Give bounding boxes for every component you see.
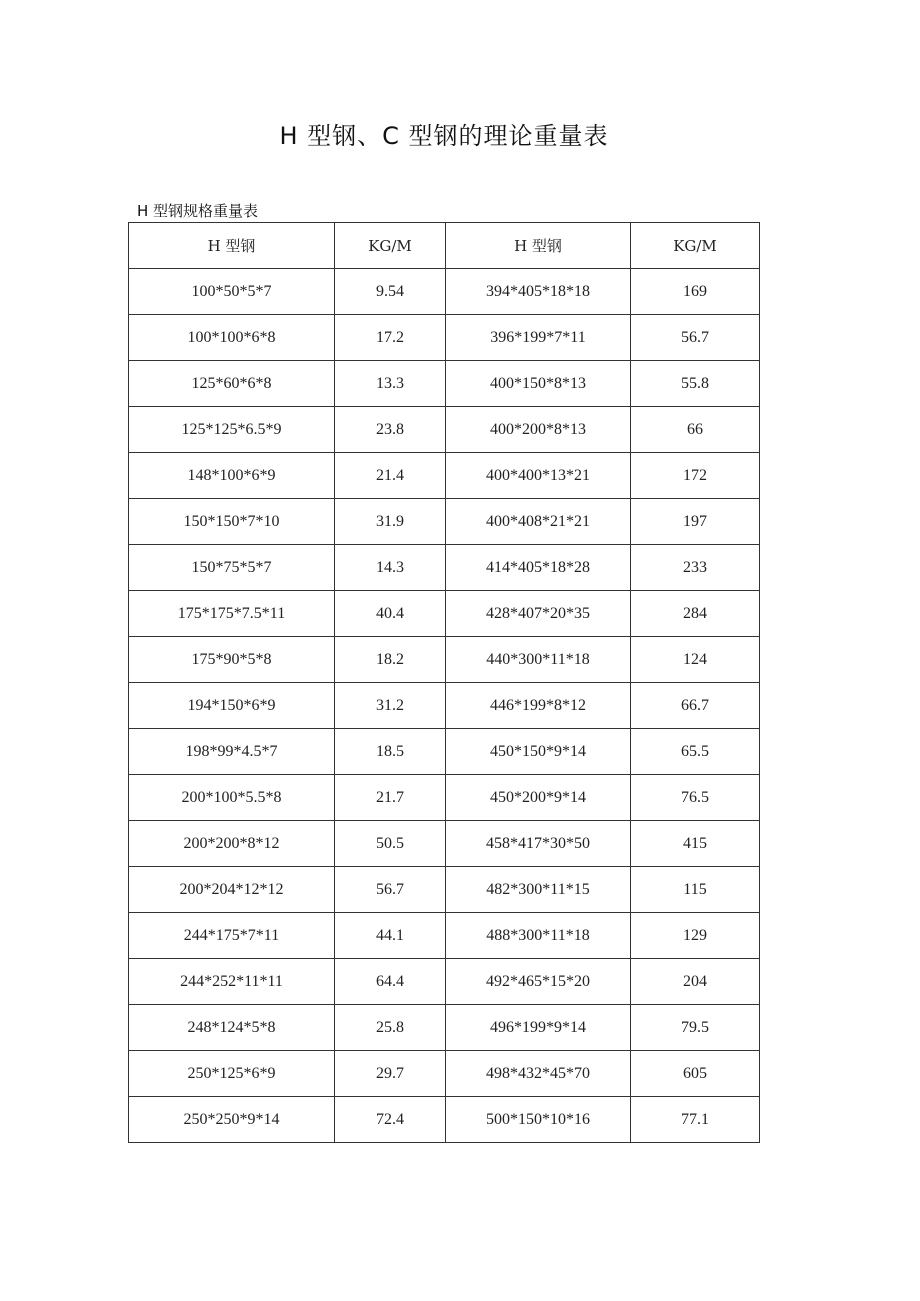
spec-left-cell: 150*75*5*7: [129, 545, 335, 591]
weight-right-cell: 284: [631, 591, 760, 637]
weight-right-cell: 129: [631, 913, 760, 959]
spec-right-cell: 496*199*9*14: [446, 1005, 631, 1051]
table-row: [129, 1097, 760, 1143]
weight-right-cell: 172: [631, 453, 760, 499]
weight-left-cell: 23.8: [335, 407, 446, 453]
weight-left-cell: 56.7: [335, 867, 446, 913]
table-row: [129, 361, 760, 407]
spec-left-cell: 150*150*7*10: [129, 499, 335, 545]
h-beam-weight-table: [128, 222, 760, 1143]
spec-right-cell: 450*150*9*14: [446, 729, 631, 775]
spec-right-cell: 396*199*7*11: [446, 315, 631, 361]
weight-left-cell: 18.5: [335, 729, 446, 775]
weight-right-cell: 66.7: [631, 683, 760, 729]
weight-left-cell: 25.8: [335, 1005, 446, 1051]
spec-right-cell: 400*200*8*13: [446, 407, 631, 453]
spec-left-cell: 125*60*6*8: [129, 361, 335, 407]
spec-left-cell: 200*204*12*12: [129, 867, 335, 913]
weight-left-cell: 72.4: [335, 1097, 446, 1143]
weight-left-cell: 44.1: [335, 913, 446, 959]
weight-left-cell: 64.4: [335, 959, 446, 1005]
table-header-row: [129, 223, 760, 269]
weight-right-cell: 605: [631, 1051, 760, 1097]
weight-left-cell: 31.9: [335, 499, 446, 545]
table-row: [129, 867, 760, 913]
table-row: [129, 821, 760, 867]
weight-left-cell: 17.2: [335, 315, 446, 361]
weight-left-cell: 29.7: [335, 1051, 446, 1097]
weight-right-cell: 65.5: [631, 729, 760, 775]
weight-right-cell: 115: [631, 867, 760, 913]
header-weight-right: KG/M: [631, 223, 760, 269]
table-row: [129, 775, 760, 821]
weight-left-cell: 40.4: [335, 591, 446, 637]
spec-right-cell: 428*407*20*35: [446, 591, 631, 637]
table-row: [129, 545, 760, 591]
spec-right-cell: 394*405*18*18: [446, 269, 631, 315]
spec-left-cell: 250*125*6*9: [129, 1051, 335, 1097]
table-row: [129, 913, 760, 959]
weight-right-cell: 79.5: [631, 1005, 760, 1051]
weight-left-cell: 21.4: [335, 453, 446, 499]
table-row: [129, 269, 760, 315]
weight-left-cell: 18.2: [335, 637, 446, 683]
table-row: [129, 591, 760, 637]
weight-right-cell: 76.5: [631, 775, 760, 821]
spec-right-cell: 488*300*11*18: [446, 913, 631, 959]
weight-right-cell: 66: [631, 407, 760, 453]
table-row: [129, 407, 760, 453]
spec-right-cell: 500*150*10*16: [446, 1097, 631, 1143]
weight-right-cell: 233: [631, 545, 760, 591]
weight-right-cell: 56.7: [631, 315, 760, 361]
weight-right-cell: 77.1: [631, 1097, 760, 1143]
weight-right-cell: 204: [631, 959, 760, 1005]
spec-left-cell: 100*100*6*8: [129, 315, 335, 361]
spec-left-cell: 250*250*9*14: [129, 1097, 335, 1143]
table-caption: H 型钢规格重量表: [137, 202, 259, 220]
spec-left-cell: 175*175*7.5*11: [129, 591, 335, 637]
table-body: [129, 269, 760, 1143]
weight-left-cell: 13.3: [335, 361, 446, 407]
spec-left-cell: 194*150*6*9: [129, 683, 335, 729]
table-row: [129, 729, 760, 775]
table-row: [129, 453, 760, 499]
weight-right-cell: 124: [631, 637, 760, 683]
spec-right-cell: 450*200*9*14: [446, 775, 631, 821]
table-row: [129, 683, 760, 729]
table-row: [129, 1051, 760, 1097]
spec-right-cell: 400*408*21*21: [446, 499, 631, 545]
header-spec-left: H 型钢: [129, 223, 335, 269]
weight-right-cell: 55.8: [631, 361, 760, 407]
spec-left-cell: 100*50*5*7: [129, 269, 335, 315]
weight-left-cell: 21.7: [335, 775, 446, 821]
page-title: H 型钢、C 型钢的理论重量表: [279, 122, 609, 150]
spec-left-cell: 200*200*8*12: [129, 821, 335, 867]
weight-right-cell: 169: [631, 269, 760, 315]
spec-left-cell: 200*100*5.5*8: [129, 775, 335, 821]
table-row: [129, 959, 760, 1005]
spec-left-cell: 125*125*6.5*9: [129, 407, 335, 453]
spec-right-cell: 482*300*11*15: [446, 867, 631, 913]
spec-left-cell: 148*100*6*9: [129, 453, 335, 499]
spec-right-cell: 498*432*45*70: [446, 1051, 631, 1097]
table-row: [129, 637, 760, 683]
spec-left-cell: 198*99*4.5*7: [129, 729, 335, 775]
weight-left-cell: 14.3: [335, 545, 446, 591]
header-spec-right: H 型钢: [446, 223, 631, 269]
table-row: [129, 315, 760, 361]
spec-right-cell: 458*417*30*50: [446, 821, 631, 867]
weight-left-cell: 50.5: [335, 821, 446, 867]
table-row: [129, 1005, 760, 1051]
spec-right-cell: 400*400*13*21: [446, 453, 631, 499]
spec-right-cell: 492*465*15*20: [446, 959, 631, 1005]
weight-left-cell: 31.2: [335, 683, 446, 729]
spec-right-cell: 446*199*8*12: [446, 683, 631, 729]
spec-left-cell: 244*175*7*11: [129, 913, 335, 959]
spec-left-cell: 244*252*11*11: [129, 959, 335, 1005]
spec-right-cell: 414*405*18*28: [446, 545, 631, 591]
weight-right-cell: 197: [631, 499, 760, 545]
weight-right-cell: 415: [631, 821, 760, 867]
weight-left-cell: 9.54: [335, 269, 446, 315]
table-row: [129, 499, 760, 545]
spec-right-cell: 440*300*11*18: [446, 637, 631, 683]
header-weight-left: KG/M: [335, 223, 446, 269]
spec-right-cell: 400*150*8*13: [446, 361, 631, 407]
spec-left-cell: 248*124*5*8: [129, 1005, 335, 1051]
spec-left-cell: 175*90*5*8: [129, 637, 335, 683]
